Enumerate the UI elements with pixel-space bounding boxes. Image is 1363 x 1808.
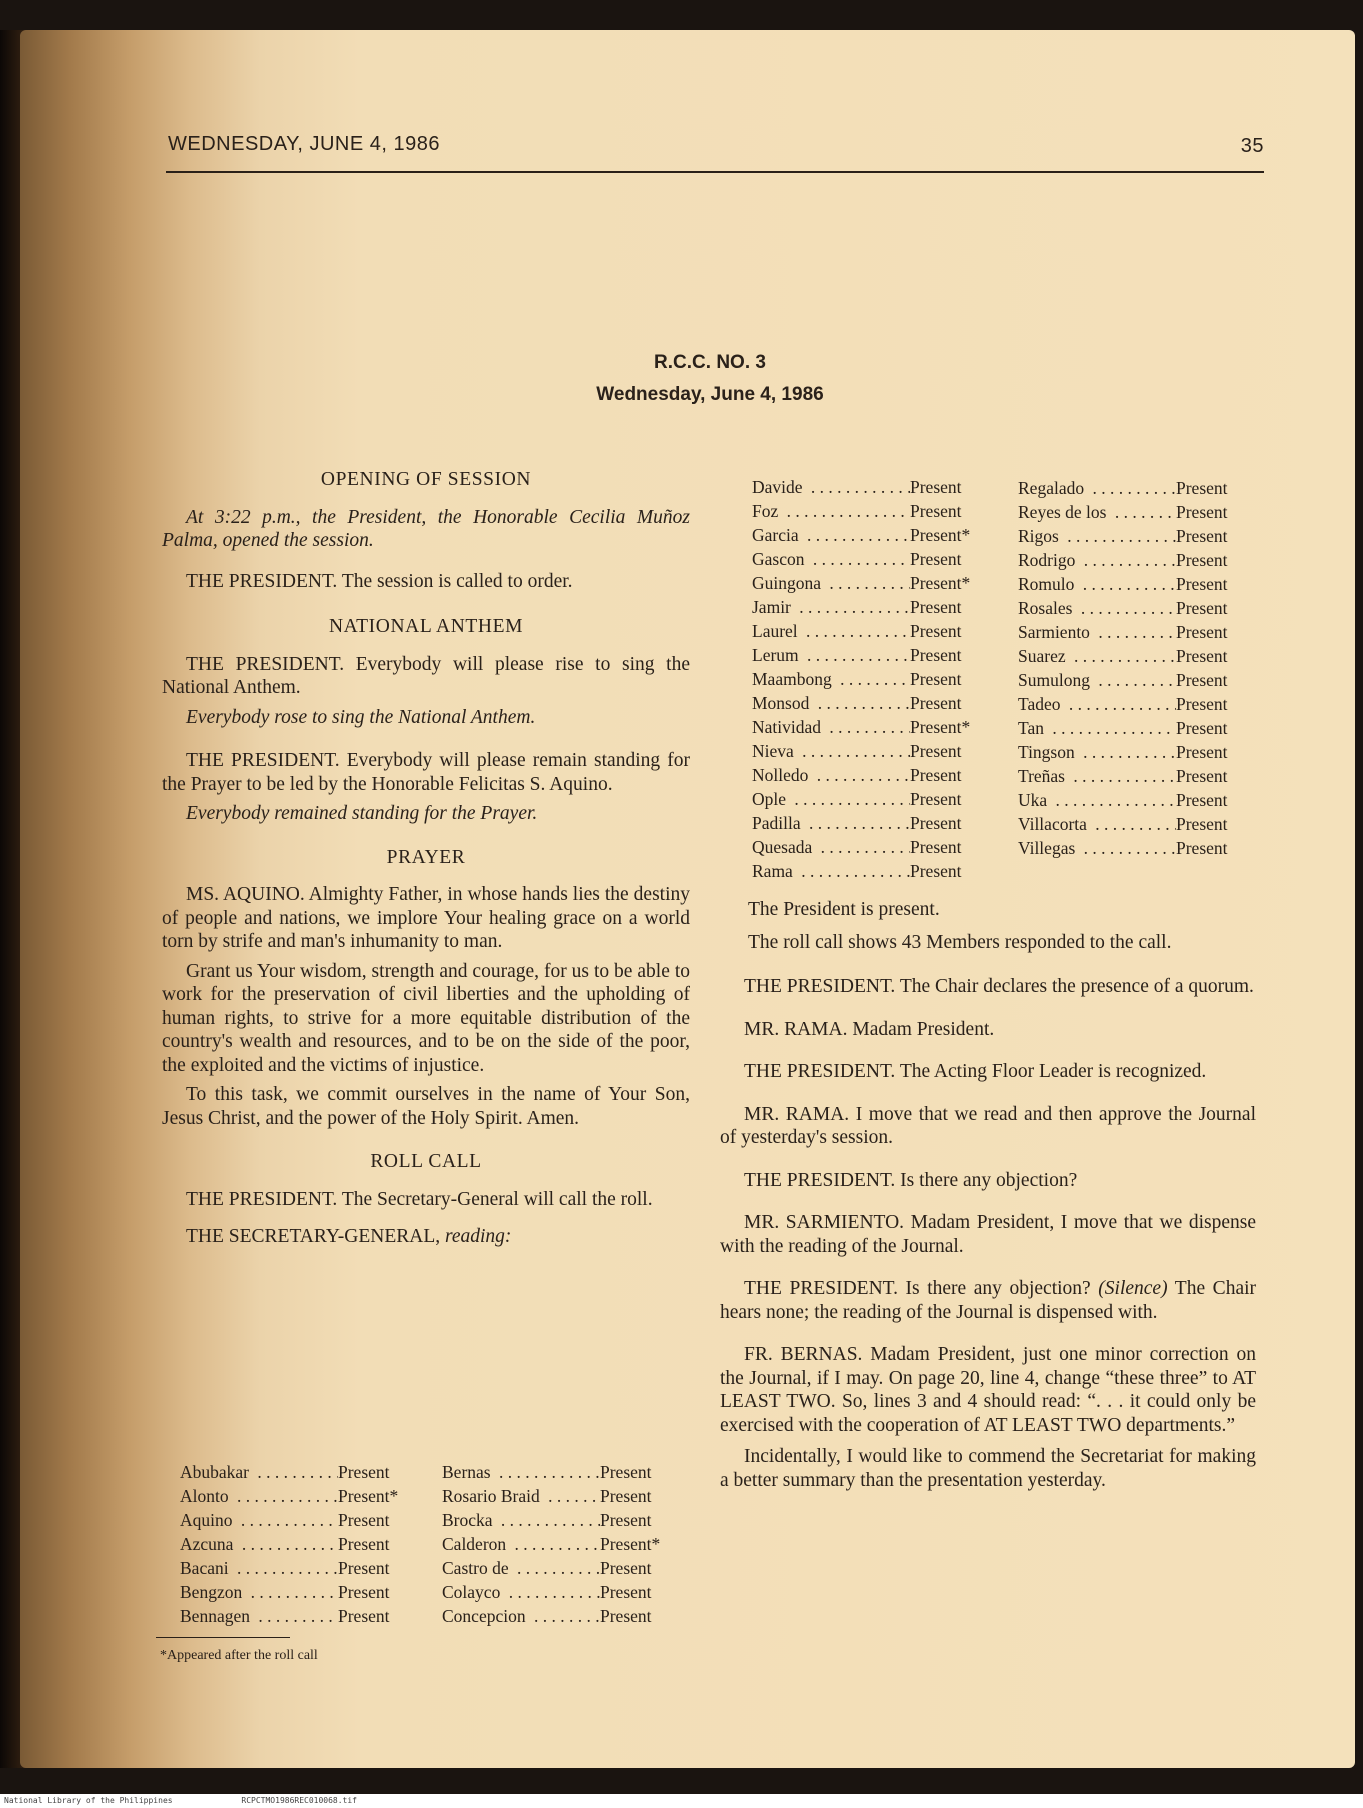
roll-entry	[442, 1556, 700, 1580]
member-name: Azcuna . . .	[180, 1532, 338, 1556]
member-name: Tan . . .	[1018, 716, 1176, 740]
member-status: Present	[338, 1582, 390, 1602]
roll-call-count: The roll call shows 43 Members responded to the call.	[748, 931, 1172, 953]
roll-entry	[1018, 572, 1276, 596]
running-header	[166, 131, 1264, 173]
member-name: Bengzon . . .	[180, 1580, 338, 1604]
roll-entry	[1018, 692, 1276, 716]
president-prayer: THE PRESIDENT. Everybody will please remain standing for the Prayer to be led by the Honorable Felicitas S. Aquino.	[162, 750, 690, 795]
member-name: Rodrigo . . .	[1018, 548, 1176, 572]
prayer-paragraph-2: Grant us Your wisdom, strength and courage, for us to be able to work for the preservation of civil liberties and the upholding of human rights, to strive for a more equitable distribution of the country's wealth and resources, and to be on the side of the poor, the exploited and the victims of injustice.	[162, 960, 690, 1076]
anthem-note: Everybody rose to sing the National Anthem.	[186, 706, 536, 728]
scan-library: National Library of the Philippines	[4, 1796, 173, 1805]
bernas-commendation: Incidentally, I would like to commend the Secretariat for making a better summary than the presentation yesterday.	[720, 1446, 1256, 1491]
member-status: Present	[910, 669, 962, 689]
member-name: Ople . . .	[752, 787, 910, 811]
roll-entry	[1018, 500, 1276, 524]
rama-motion: MR. RAMA. I move that we read and then approve the Journal of yesterday's session.	[720, 1103, 1256, 1148]
member-status: Present	[910, 789, 962, 809]
member-name: Guingona . . .	[752, 571, 910, 595]
president-roll: THE PRESIDENT. The Secretary-General will call the roll.	[186, 1188, 653, 1210]
member-status: Present	[910, 765, 962, 785]
header-date: WEDNESDAY, JUNE 4, 1986	[168, 133, 440, 155]
member-status: Present	[1176, 790, 1228, 810]
roll-entry	[1018, 764, 1276, 788]
member-status: Present	[910, 597, 962, 617]
roll-entry	[752, 547, 1010, 571]
left-column	[162, 468, 690, 1266]
heading-anthem: NATIONAL ANTHEM	[328, 616, 524, 637]
roll-entry	[752, 643, 1010, 667]
member-name: Sarmiento . . .	[1018, 620, 1176, 644]
member-name: Nieva . . .	[752, 739, 910, 763]
member-status: Present	[1176, 670, 1228, 690]
roll-entry	[1018, 548, 1276, 572]
member-name: Villegas . . .	[1018, 836, 1176, 860]
member-name: Gascon . . .	[752, 547, 910, 571]
member-name: Foz . . .	[752, 499, 910, 523]
member-status: Present	[1176, 646, 1228, 666]
roll-entry	[180, 1604, 438, 1628]
roll-entry	[752, 499, 1010, 523]
bernas-correction: FR. BERNAS. Madam President, just one minor correction on the Journal, if I may. On page 20, line 4, change “these three” to AT LEAST TWO. So, lines 3 and 4 should read: “. . . it could only be exercised with the cooperation of AT LEAST TWO departments.”	[720, 1344, 1256, 1436]
roll-entry	[1018, 788, 1276, 812]
president-call-to-order: THE PRESIDENT. The session is called to order.	[186, 570, 573, 592]
prayer-paragraph-1: MS. AQUINO. Almighty Father, in whose hands lies the destiny of people and nations, we implore Your healing grace on a world torn by strife and man's inhumanity to man.	[162, 884, 690, 952]
member-status: Present	[338, 1558, 390, 1578]
member-status: Present	[1176, 526, 1228, 546]
member-status: Present*	[910, 573, 971, 593]
member-status: Present*	[338, 1486, 399, 1506]
right-column	[720, 898, 1256, 1511]
member-name: Bernas . . .	[442, 1460, 600, 1484]
scan-info-strip	[0, 1794, 1363, 1808]
member-status: Present	[600, 1510, 652, 1530]
member-status: Present	[910, 477, 962, 497]
roll-entry	[442, 1532, 700, 1556]
heading-prayer: PRAYER	[386, 846, 466, 868]
roll-entry	[752, 835, 1010, 859]
member-status: Present	[600, 1582, 652, 1602]
member-name: Rosario Braid . . .	[442, 1484, 600, 1508]
footnote: *Appeared after the roll call	[160, 1648, 318, 1663]
member-name: Padilla . . .	[752, 811, 910, 835]
roll-entry	[752, 619, 1010, 643]
roll-entry	[442, 1484, 700, 1508]
member-name: Calderon . . .	[442, 1532, 600, 1556]
quorum-declaration: THE PRESIDENT. The Chair declares the presence of a quorum.	[744, 976, 1254, 997]
member-status: Present	[338, 1462, 390, 1482]
secretary-general-reading: reading:	[444, 1226, 512, 1247]
member-name: Reyes de los . . .	[1018, 500, 1176, 524]
member-name: Aquino . . .	[180, 1508, 338, 1532]
roll-entry	[752, 811, 1010, 835]
member-name: Bacani . . .	[180, 1556, 338, 1580]
member-status: Present	[338, 1606, 390, 1626]
roll-list-c	[752, 475, 1010, 883]
member-name: Rosales . . .	[1018, 596, 1176, 620]
member-name: Monsod . . .	[752, 691, 910, 715]
roll-entry	[1018, 668, 1276, 692]
member-name: Laurel . . .	[752, 619, 910, 643]
roll-entry	[1018, 644, 1276, 668]
roll-list-a	[180, 1460, 438, 1628]
member-status: Present	[1176, 550, 1228, 570]
journal-dispensed: The Chair hears none; the reading of the Journal is dispensed with.	[720, 1278, 1257, 1323]
session-number: R.C.C. NO. 3	[654, 352, 766, 373]
member-name: Uka . . .	[1018, 788, 1176, 812]
roll-entry	[752, 523, 1010, 547]
member-name: Bennagen . . .	[180, 1604, 338, 1628]
member-status: Present	[910, 861, 962, 881]
roll-entry	[752, 667, 1010, 691]
roll-entry	[1018, 812, 1276, 836]
page-number: 35	[1240, 135, 1264, 157]
member-status: Present	[1176, 814, 1228, 834]
roll-entry	[180, 1484, 438, 1508]
roll-entry	[180, 1508, 438, 1532]
roll-entry	[1018, 620, 1276, 644]
member-status: Present*	[600, 1534, 661, 1554]
member-status: Present	[910, 645, 962, 665]
rama-address: MR. RAMA. Madam President.	[744, 1018, 995, 1040]
roll-list-b	[442, 1460, 700, 1628]
roll-list-d	[1018, 476, 1276, 860]
member-name: Rigos . . .	[1018, 524, 1176, 548]
member-name: Colayco . . .	[442, 1580, 600, 1604]
member-name: Abubakar . . .	[180, 1460, 338, 1484]
member-name: Natividad . . .	[752, 715, 910, 739]
roll-entry	[752, 859, 1010, 883]
roll-entry	[1018, 740, 1276, 764]
roll-entry	[180, 1556, 438, 1580]
member-name: Sumulong . . .	[1018, 668, 1176, 692]
roll-entry	[752, 787, 1010, 811]
roll-entry	[180, 1580, 438, 1604]
member-status: Present	[600, 1486, 652, 1506]
member-status: Present	[1176, 718, 1228, 738]
member-name: Quesada . . .	[752, 835, 910, 859]
member-name: Treñas . . .	[1018, 764, 1176, 788]
roll-entry	[1018, 716, 1276, 740]
roll-entry	[1018, 596, 1276, 620]
roll-entry	[180, 1460, 438, 1484]
roll-entry	[752, 571, 1010, 595]
member-name: Lerum . . .	[752, 643, 910, 667]
roll-entry	[180, 1532, 438, 1556]
member-name: Suarez . . .	[1018, 644, 1176, 668]
member-status: Present	[910, 549, 962, 569]
president-anthem: THE PRESIDENT. Everybody will please rise to sing the National Anthem.	[162, 653, 690, 698]
member-name: Romulo . . .	[1018, 572, 1176, 596]
member-status: Present	[910, 741, 962, 761]
roll-entry	[752, 475, 1010, 499]
member-status: Present	[1176, 502, 1228, 522]
prayer-paragraph-3: To this task, we commit ourselves in the name of Your Son, Jesus Christ, and the power of the Holy Spirit. Amen.	[162, 1084, 690, 1129]
member-status: Present	[1176, 694, 1228, 714]
member-status: Present*	[910, 717, 971, 737]
member-status: Present	[910, 693, 962, 713]
floor-leader-recognized: THE PRESIDENT. The Acting Floor Leader is recognized.	[744, 1061, 1207, 1082]
secretary-general-line	[162, 1225, 690, 1249]
member-status: Present	[338, 1510, 390, 1530]
opening-text: At 3:22 p.m., the President, the Honorable Cecilia Muñoz Palma, opened the session.	[162, 506, 690, 551]
member-name: Jamir . . .	[752, 595, 910, 619]
member-status: Present	[600, 1462, 652, 1482]
roll-entry	[752, 691, 1010, 715]
roll-entry	[442, 1604, 700, 1628]
roll-entry	[752, 595, 1010, 619]
heading-roll-call: ROLL CALL	[370, 1151, 482, 1172]
member-name: Castro de . . .	[442, 1556, 600, 1580]
roll-entry	[752, 739, 1010, 763]
member-name: Garcia . . .	[752, 523, 910, 547]
footnote-rule	[156, 1637, 290, 1638]
member-status: Present*	[910, 525, 971, 545]
silence-note: (Silence)	[1098, 1278, 1168, 1299]
member-status: Present	[1176, 574, 1228, 594]
heading-opening: OPENING OF SESSION	[320, 469, 532, 490]
roll-entry	[752, 715, 1010, 739]
scan-file: RCPCTMO1986REC010068.tif	[241, 1796, 357, 1805]
member-name: Nolledo . . .	[752, 763, 910, 787]
president-present: The President is present.	[748, 899, 940, 920]
member-status: Present	[1176, 766, 1228, 786]
member-status: Present	[1176, 838, 1228, 858]
member-name: Tadeo . . .	[1018, 692, 1176, 716]
member-status: Present	[910, 837, 962, 857]
sarmiento-motion: MR. SARMIENTO. Madam President, I move that we dispense with the reading of the Journal.	[720, 1212, 1256, 1257]
member-name: Maambong . . .	[752, 667, 910, 691]
president-objection-2: THE PRESIDENT. Is there any objection?	[744, 1278, 1091, 1299]
member-status: Present	[600, 1606, 652, 1626]
member-status: Present	[1176, 622, 1228, 642]
roll-entry	[442, 1508, 700, 1532]
member-status: Present	[910, 813, 962, 833]
member-status: Present	[600, 1558, 652, 1578]
member-status: Present	[910, 621, 962, 641]
session-date: Wednesday, June 4, 1986	[596, 384, 824, 405]
president-objection: THE PRESIDENT. Is there any objection?	[744, 1169, 1078, 1191]
member-name: Brocka . . .	[442, 1508, 600, 1532]
secretary-general-label: THE SECRETARY-GENERAL,	[186, 1226, 441, 1247]
member-name: Regalado . . .	[1018, 476, 1176, 500]
president-dispense	[720, 1277, 1256, 1324]
member-name: Alonto . . .	[180, 1484, 338, 1508]
member-name: Concepcion . . .	[442, 1604, 600, 1628]
member-status: Present	[1176, 742, 1228, 762]
member-status: Present	[1176, 478, 1228, 498]
member-name: Rama . . .	[752, 859, 910, 883]
prayer-note: Everybody remained standing for the Prayer.	[186, 803, 538, 824]
member-name: Villacorta . . .	[1018, 812, 1176, 836]
roll-entry	[752, 763, 1010, 787]
member-name: Tingson . . .	[1018, 740, 1176, 764]
roll-entry	[1018, 524, 1276, 548]
member-name: Davide . . .	[752, 475, 910, 499]
roll-entry	[442, 1580, 700, 1604]
member-status: Present	[338, 1534, 390, 1554]
roll-entry	[1018, 476, 1276, 500]
member-status: Present	[1176, 598, 1228, 618]
member-status: Present	[910, 501, 962, 521]
roll-entry	[1018, 836, 1276, 860]
roll-entry	[442, 1460, 700, 1484]
